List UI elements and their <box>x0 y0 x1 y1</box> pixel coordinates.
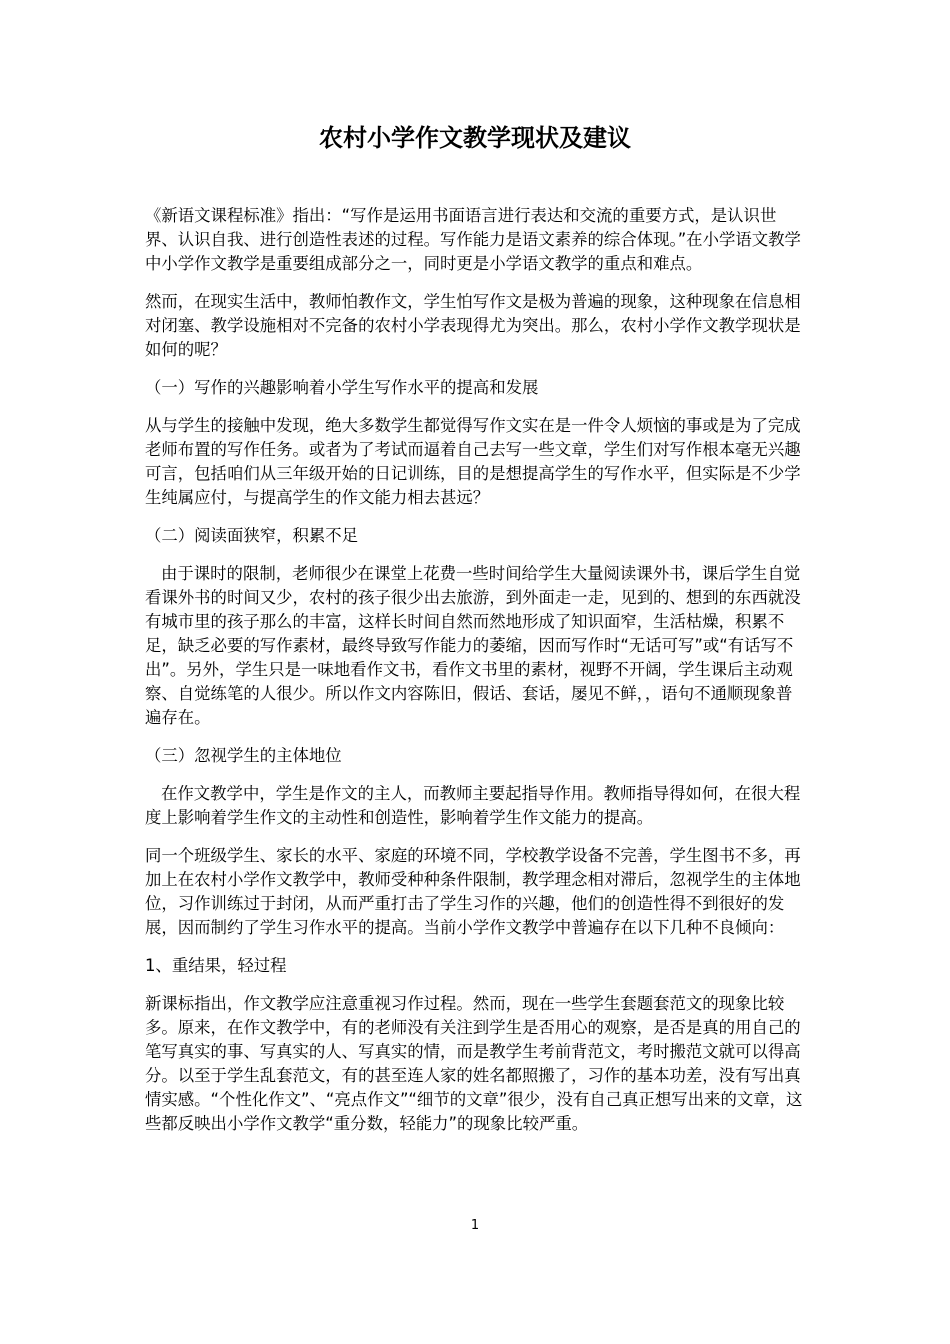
document-title: 农村小学作文教学现状及建议 <box>319 123 631 152</box>
paragraph-tendencies: 同一个班级学生、家长的水平、家庭的环境不同，学校教学设备不完善，学生图书不多，再加上在农村小学作文教学中，教师受种种条件限制，教学理念相对滞后，忽视学生的主体地位，习作训练过于封闭，从而严重打击了学生习作的兴趣，他们的创造性得不到很好的发展，因而制约了学生习作水平的提高。当前小学作文教学中普遍存在以下几种不良倾向： <box>145 846 801 937</box>
document-body <box>145 204 805 1136</box>
paragraph-status-question: 然而，在现实生活中，教师怕教作文，学生怕写作文是极为普遍的现象，这种现象在信息相对闭塞、教学设施相对不完备的农村小学表现得尤为突出。那么，农村小学作文教学现状是如何的呢？ <box>145 292 801 359</box>
paragraph-interest: 从与学生的接触中发现，绝大多数学生都觉得写作文实在是一件令人烦恼的事或是为了完成老师布置的写作任务。或者为了考试而逼着自己去写一些文章，学生们对写作根本毫无兴趣可言，包括咱们从三年级开始的日记训练，目的是想提高学生的写作水平，但实际是不少学生纯属应付，与提高学生的作文能力相去甚远？ <box>145 416 801 507</box>
heading-section-2: （二）阅读面狭窄，积累不足 <box>145 526 359 545</box>
paragraph-intro: 《新语文课程标准》指出：“写作是运用书面语言进行表达和交流的重要方式，是认识世界、认识自我、进行创造性表述的过程。写作能力是语文素养的综合体现。”在小学语文教学中小学作文教学是重要组成部分之一，同时更是小学语文教学的重点和难点。 <box>145 206 801 273</box>
paragraph-reading: 由于课时的限制，老师很少在课堂上花费一些时间给学生大量阅读课外书，课后学生自觉看课外书的时间又少，农村的孩子很少出去旅游，到外面走一走，见到的、想到的东西就没有城市里的孩子那么的丰富，这样长时间自然而然地形成了知识面窄，生活枯燥，积累不足，缺乏必要的写作素材，最终导致写作能力的萎缩，因而写作时“无话可写”或“有话写不出”。另外，学生只是一味地看作文书，看作文书里的素材，视野不开阔，学生课后主动观察、自觉练笔的人很少。所以作文内容陈旧，假话、套话，屡见不鲜，，语句不通顺现象普遍存在。 <box>145 564 801 727</box>
page-number: 1 <box>470 1218 480 1233</box>
heading-section-1: （一）写作的兴趣影响着小学生写作水平的提高和发展 <box>145 378 539 397</box>
paragraph-result-process: 新课标指出，作文教学应注意重视习作过程。然而，现在一些学生套题套范文的现象比较多。原来，在作文教学中，有的老师没有关注到学生是否用心的观察，是否是真的用自己的笔写真实的事、写真实的人、写真实的情，而是教学生考前背范文，考时搬范文就可以得高分。以至于学生乱套范文，有的甚至连人家的姓名都照搬了，习作的基本功差，没有写出真情实感。“个性化作文”、“亮点作文”“细节的文章”很少，没有自己真正想写出来的文章，这些都反映出小学作文教学“重分数，轻能力”的现象比较严重。 <box>145 994 803 1133</box>
paragraph-student-role: 在作文教学中，学生是作文的主人，而教师主要起指导作用。教师指导得如何，在很大程度上影响着学生作文的主动性和创造性，影响着学生作文能力的提高。 <box>145 784 801 827</box>
heading-item-1: 1、重结果，轻过程 <box>145 956 287 975</box>
heading-section-3: （三）忽视学生的主体地位 <box>145 746 342 765</box>
